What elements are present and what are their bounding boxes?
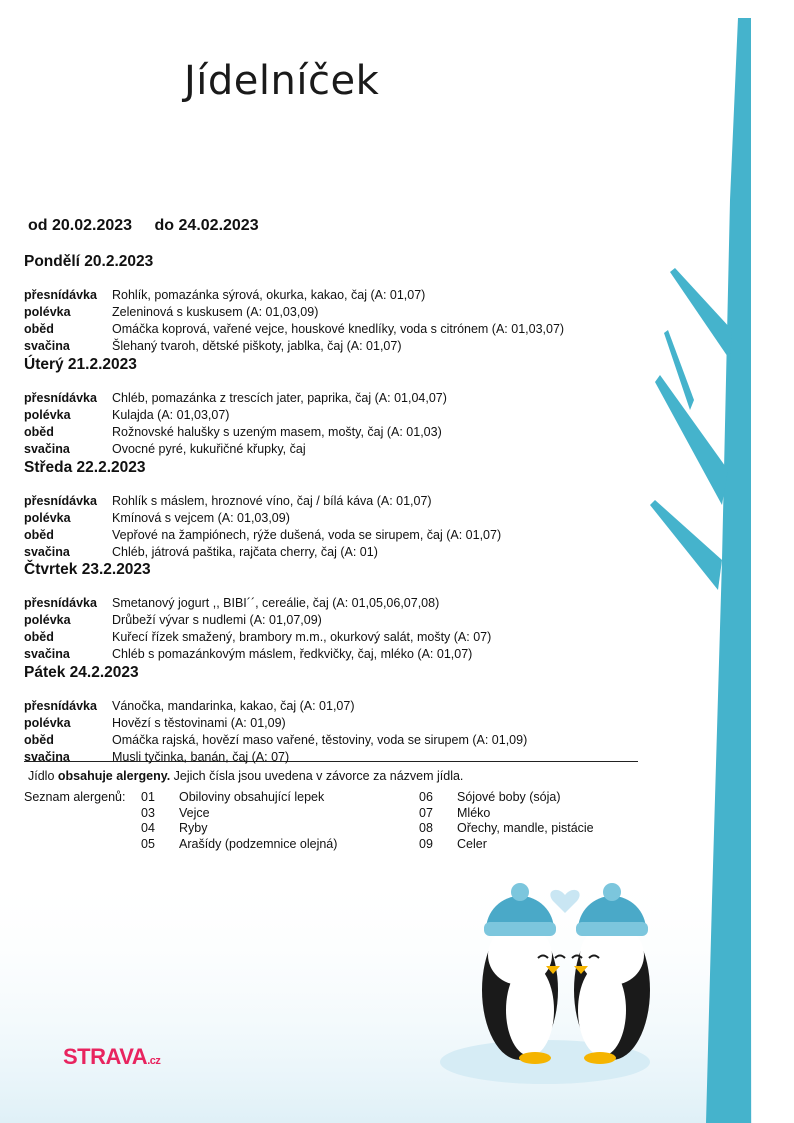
allergen-item [141,821,207,837]
meal-text: Vepřové na žampiónech, rýže dušená, voda se sirupem, čaj (A: 01,07) [112,528,502,542]
meal-label: přesnídávka [24,494,97,508]
allergen-name: Sójové boby (sója) [457,790,561,804]
day-heading: Úterý 21.2.2023 [24,356,137,373]
day-monday [24,253,664,355]
allergen-name: Ryby [179,821,208,836]
meal-label: oběd [24,528,54,542]
meal-row [24,646,664,663]
strava-logo [63,1044,160,1070]
meal-label: svačina [24,750,70,764]
meal-label: oběd [24,630,54,644]
day-thursday [24,561,664,663]
meal-text: Zeleninová s kuskusem (A: 01,03,09) [112,305,319,319]
allergen-item [141,806,210,822]
allergen-name: Obiloviny obsahující lepek [179,790,325,804]
meal-row [24,544,664,561]
meal-row [24,424,664,441]
meal-row [24,612,664,629]
meal-label: přesnídávka [24,288,97,302]
meal-row [24,510,664,527]
day-heading: Středa 22.2.2023 [24,459,146,476]
meal-row [24,407,664,424]
meal-text: Omáčka koprová, vařené vejce, houskové knedlíky, voda s citrónem (A: 01,03,07) [112,322,565,336]
meal-label: svačina [24,339,70,353]
allergen-note [28,769,463,783]
allergen-name: Arašídy (podzemnice olejná) [179,836,338,851]
meal-text: Musli tyčinka, banán, čaj (A: 07) [112,750,290,764]
meal-label: polévka [24,716,71,730]
meal-text: Smetanový jogurt ,, BIBI´´, cereálie, čaj (A: 01,05,06,07,08) [112,596,440,610]
meal-label: polévka [24,613,71,627]
meal-label: svačina [24,442,70,456]
meal-row [24,527,664,544]
meal-row [24,749,664,766]
day-tuesday [24,356,664,458]
allergen-number: 03 [141,805,155,820]
allergen-item [419,790,561,806]
note-bold: obsahuje alergeny. [57,769,171,783]
meal-text: Rožnovské halušky s uzeným masem, mošty, čaj (A: 01,03) [112,425,442,439]
meal-text: Drůbeží vývar s nudlemi (A: 01,07,09) [112,613,322,627]
meal-label: polévka [24,305,71,319]
meal-label: oběd [24,425,54,439]
allergen-number: 07 [419,805,433,820]
allergen-name: Celer [457,836,487,851]
meal-row [24,595,664,612]
meal-text: Kmínová s vejcem (A: 01,03,09) [112,511,290,525]
meal-row [24,441,664,458]
date-from: od 20.02.2023 [28,217,133,234]
meal-text: Vánočka, mandarinka, kakao, čaj (A: 01,07) [112,699,355,713]
note-text: Jídlo [28,769,58,783]
meal-text: Hovězí s těstovinami (A: 01,09) [112,716,286,730]
meal-text: Chléb, pomazánka z trescích jater, paprika, čaj (A: 01,04,07) [112,391,447,405]
meal-text: Šlehaný tvaroh, dětské piškoty, jablka, čaj (A: 01,07) [112,339,402,353]
page-title: Jídelníček [184,58,380,104]
day-heading: Pondělí 20.2.2023 [24,253,154,270]
day-friday [24,664,664,766]
allergen-number: 09 [419,836,433,851]
meal-text: Kulajda (A: 01,03,07) [112,408,230,422]
allergen-number: 05 [141,836,155,851]
logo-suffix: .cz [147,1055,161,1067]
meal-text: Ovocné pyré, kukuřičné křupky, čaj [112,442,306,456]
meal-text: Rohlík, pomazánka sýrová, okurka, kakao, čaj (A: 01,07) [112,288,426,302]
allergen-item [141,790,324,806]
meal-row [24,715,664,732]
meal-text: Chléb, játrová paštika, rajčata cherry, čaj (A: 01) [112,545,378,559]
date-to: do 24.02.2023 [154,217,259,234]
allergen-list-label: Seznam alergenů: [24,790,126,804]
meal-label: přesnídávka [24,596,97,610]
meal-label: svačina [24,545,70,559]
meal-row [24,732,664,749]
day-heading: Čtvrtek 23.2.2023 [24,561,151,578]
meal-row [24,321,664,338]
meal-label: oběd [24,733,54,747]
allergen-number: 01 [141,790,155,804]
allergen-number: 06 [419,790,433,804]
meal-text: Chléb s pomazánkovým máslem, ředkvičky, čaj, mléko (A: 01,07) [112,647,473,661]
meal-label: svačina [24,647,70,661]
allergen-number: 04 [141,821,155,836]
meal-row [24,304,664,321]
meal-row [24,629,664,646]
meal-label: polévka [24,511,71,525]
allergen-item [419,821,594,837]
meal-text: Rohlík s máslem, hroznové víno, čaj / bílá káva (A: 01,07) [112,494,432,508]
divider [24,761,638,762]
allergen-number: 08 [419,821,433,836]
allergen-name: Vejce [179,805,210,820]
allergen-name: Ořechy, mandle, pistácie [457,821,594,836]
meal-row [24,338,664,355]
allergen-name: Mléko [457,805,491,820]
meal-row [24,698,664,715]
day-wednesday [24,459,664,561]
meal-row [24,287,664,304]
allergen-item [419,837,487,853]
date-range [28,217,259,235]
logo-main: STRAVA [63,1044,148,1069]
meal-text: Omáčka rajská, hovězí maso vařené, těstoviny, voda se sirupem (A: 01,09) [112,733,528,747]
allergen-item [141,837,337,853]
day-heading: Pátek 24.2.2023 [24,664,139,681]
note-text: Jejich čísla jsou uvedena v závorce za názvem jídla. [170,769,464,783]
meal-label: přesnídávka [24,391,97,405]
meal-label: přesnídávka [24,699,97,713]
meal-row [24,493,664,510]
meal-label: oběd [24,322,54,336]
meal-text: Kuřecí řízek smažený, brambory m.m., okurkový salát, mošty (A: 07) [112,630,492,644]
meal-label: polévka [24,408,71,422]
allergen-item [419,806,490,822]
meal-row [24,390,664,407]
